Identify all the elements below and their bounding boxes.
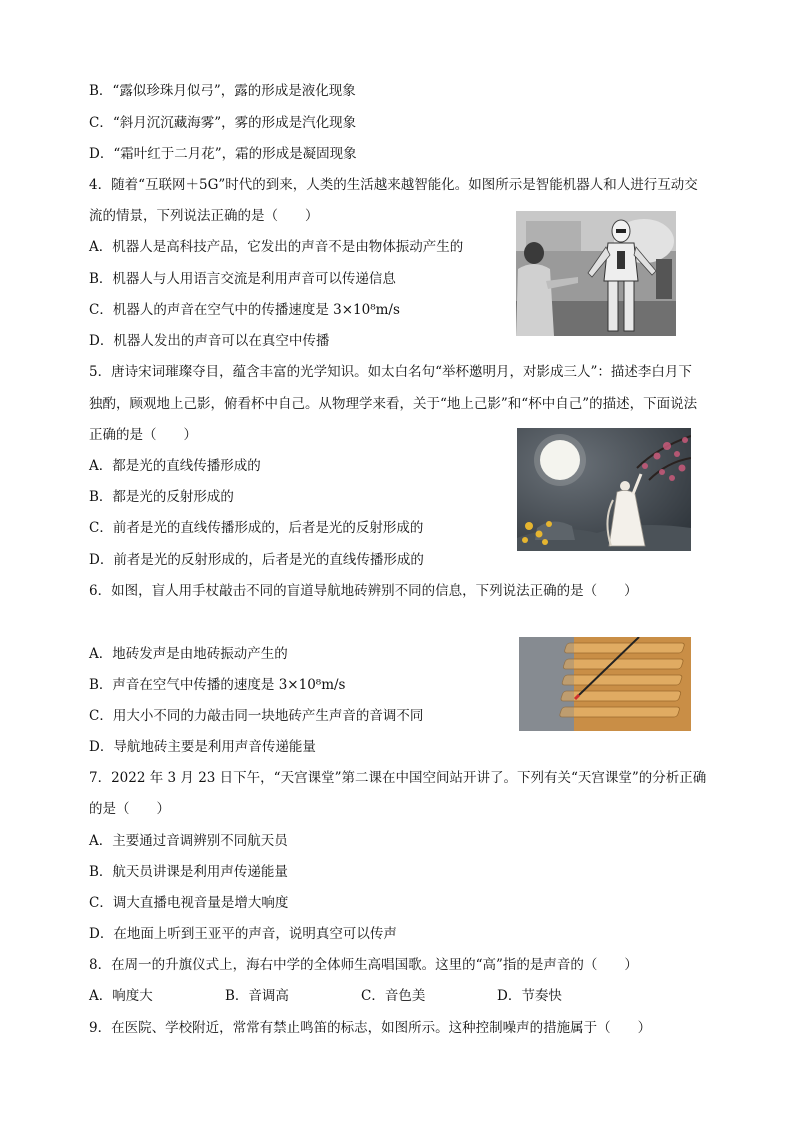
q5-stem-1: 5．唐诗宋词璀璨夺目，蕴含丰富的光学知识。如太白名句“举杯邀明月，对影成三人”：描述李白月下 (89, 364, 692, 380)
q6-stem: 6．如图，盲人用手杖敲击不同的盲道导航地砖辨别不同的信息，下列说法正确的是（ ） (89, 583, 638, 599)
q5-option-a: A．都是光的直线传播形成的 (89, 458, 261, 474)
q5-option-d: D．前者是光的反射形成的，后者是光的直线传播形成的 (89, 552, 424, 568)
q6-option-a: A．地砖发声是由地砖振动产生的 (89, 646, 288, 662)
q5-option-b: B．都是光的反射形成的 (89, 489, 234, 505)
q4-option-d: D．机器人发出的声音可以在真空中传播 (89, 333, 330, 349)
q7-option-c: C．调大直播电视音量是增大响度 (89, 895, 289, 911)
q4-stem-1: 4．随着“互联网＋5G”时代的到来，人类的生活越来越智能化。如图所示是智能机器人和人进行互动交 (89, 177, 698, 193)
q3-option-d: D．“霜叶红于二月花”，霜的形成是凝固现象 (89, 146, 357, 162)
moon-poet-illustration (517, 428, 691, 551)
q7-option-b: B．航天员讲课是利用声传递能量 (89, 864, 288, 880)
q5-option-c: C．前者是光的直线传播形成的，后者是光的反射形成的 (89, 520, 424, 536)
q8-options (89, 987, 562, 1005)
q7-option-d: D．在地面上听到王亚平的声音，说明真空可以传声 (89, 926, 397, 942)
q7-option-a: A．主要通过音调辨别不同航天员 (89, 833, 288, 849)
q8-option-a: A．响度大 (89, 988, 153, 1004)
tactile-paving-photo (519, 637, 691, 731)
q3-option-c: C．“斜月沉沉藏海雾”，雾的形成是汽化现象 (89, 115, 357, 131)
q8-stem: 8．在周一的升旗仪式上，海右中学的全体师生高唱国歌。这里的“高”指的是声音的（ ） (89, 957, 638, 973)
q3-option-b: B．“露似珍珠月似弓”，露的形成是液化现象 (89, 83, 356, 99)
q4-option-b: B．机器人与人用语言交流是利用声音可以传递信息 (89, 271, 396, 287)
q7-stem-1: 7．2022 年 3 月 23 日下午，“天宫课堂”第二课在中国空间站开讲了。下列有关“天宫课堂”的分析正确 (89, 770, 707, 786)
q6-option-b: B．声音在空气中传播的速度是 3×10⁸m/s (89, 677, 346, 693)
q8-option-b: B．音调高 (225, 988, 289, 1004)
q6-option-c: C．用大小不同的力敲击同一块地砖产生声音的音调不同 (89, 708, 424, 724)
q5-stem-3: 正确的是（ ） (89, 427, 197, 443)
q8-option-d: D．节奏快 (497, 988, 562, 1004)
q4-option-a: A．机器人是高科技产品，它发出的声音不是由物体振动产生的 (89, 239, 464, 255)
robot-photo (516, 211, 676, 336)
q4-stem-2: 流的情景，下列说法正确的是（ ） (89, 208, 319, 224)
q9-stem: 9．在医院、学校附近，常常有禁止鸣笛的标志，如图所示。这种控制噪声的措施属于（ ） (89, 1020, 652, 1036)
q6-option-d: D．导航地砖主要是利用声音传递能量 (89, 739, 316, 755)
q4-option-c: C．机器人的声音在空气中的传播速度是 3×10⁸m/s (89, 302, 400, 318)
q5-stem-2: 独酌，顾观地上己影，俯看杯中自己。从物理学来看，关于“地上己影”和“杯中自己”的描述，下面说法 (89, 396, 698, 412)
q8-option-c: C．音色美 (361, 988, 426, 1004)
q7-stem-2: 的是（ ） (89, 801, 170, 817)
